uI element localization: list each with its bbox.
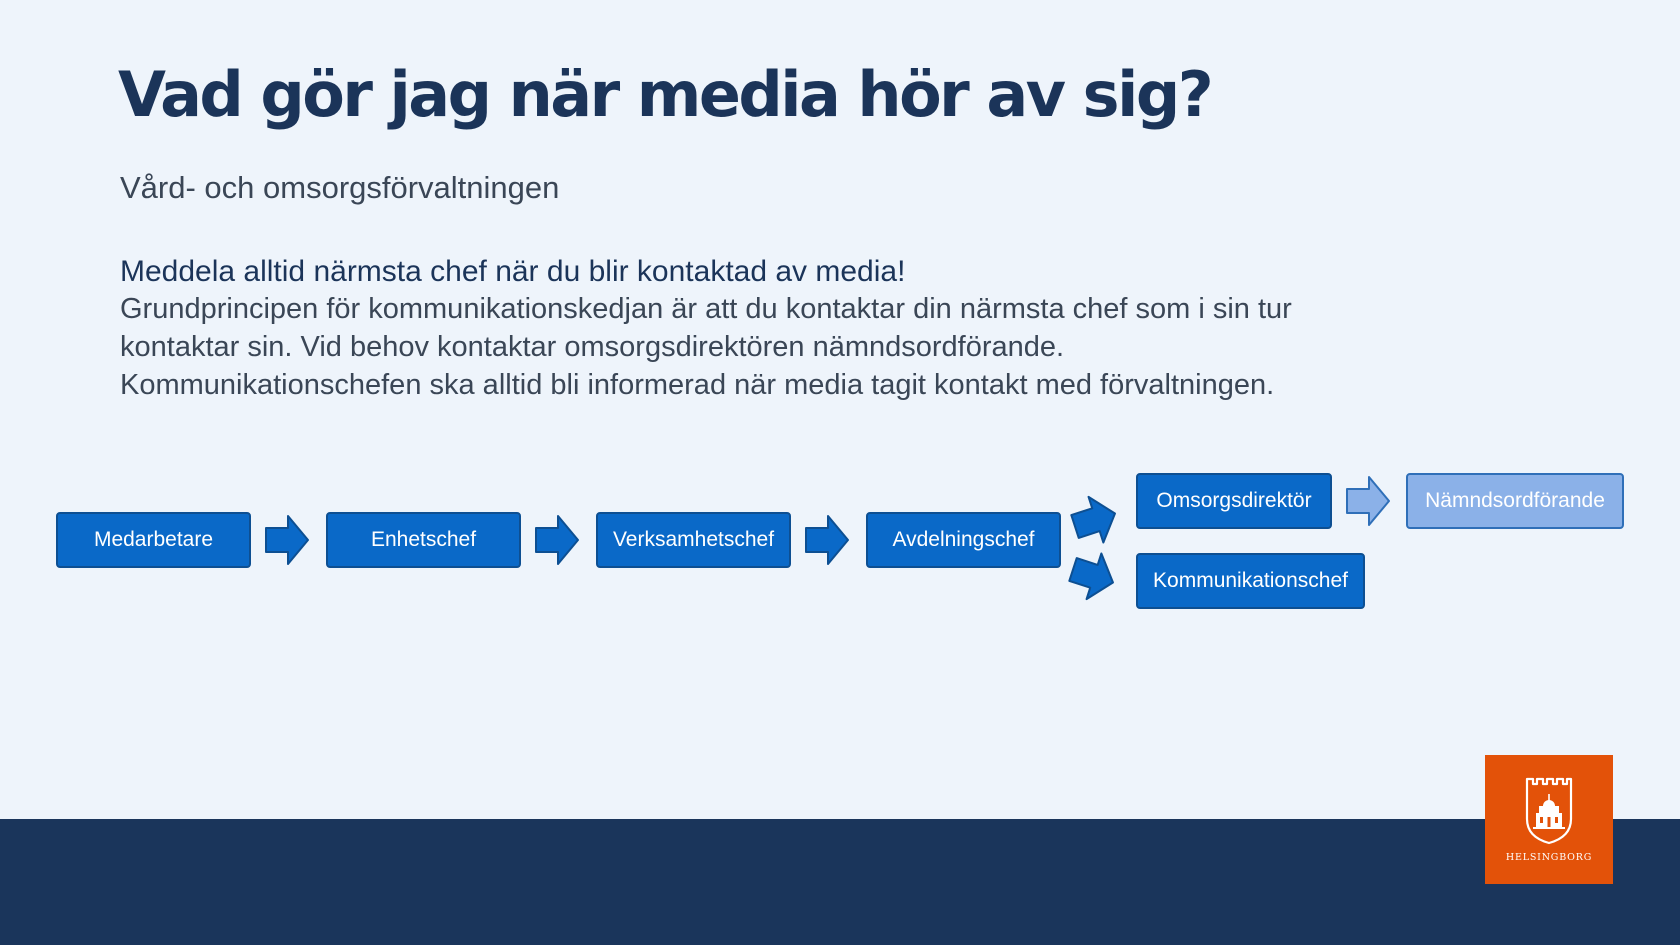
footer-bar xyxy=(0,819,1680,945)
flow-box-kommunikationschef: Kommunikationschef xyxy=(1136,553,1365,609)
lead-text: Meddela alltid närmsta chef när du blir kontaktad av media! xyxy=(120,255,906,288)
body-line-1: Grundprincipen för kommunikationskedjan är att du kontaktar din närmsta chef som i sin tur xyxy=(120,293,1292,325)
body-line-2: kontaktar sin. Vid behov kontaktar omsorgsdirektören nämndsordförande. xyxy=(120,331,1065,363)
flow-box-omsorgsdirektor: Omsorgsdirektör xyxy=(1136,473,1332,529)
arrow-right-icon xyxy=(534,514,580,566)
slide-subtitle: Vård- och omsorgsförvaltningen xyxy=(120,170,560,205)
arrow-right-icon xyxy=(264,514,310,566)
slide-title: Vad gör jag när media hör av sig? xyxy=(118,58,1212,131)
arrow-right-icon xyxy=(1345,475,1391,527)
flow-box-enhetschef: Enhetschef xyxy=(326,512,521,568)
arrow-up-right-icon xyxy=(1072,494,1118,546)
arrow-right-icon xyxy=(804,514,850,566)
flow-box-avdelningschef: Avdelningschef xyxy=(866,512,1061,568)
flow-box-verksamhetschef: Verksamhetschef xyxy=(596,512,791,568)
body-line-3: Kommunikationschefen ska alltid bli informerad när media tagit kontakt med förvaltningen. xyxy=(120,369,1275,401)
flow-box-namndsordforande: Nämndsordförande xyxy=(1406,473,1624,529)
castle-crest-icon xyxy=(1524,775,1574,845)
logo-text: HELSINGBORG xyxy=(1505,852,1593,863)
helsingborg-logo xyxy=(1485,755,1613,884)
body-text xyxy=(120,253,1580,404)
flow-box-medarbetare: Medarbetare xyxy=(56,512,251,568)
arrow-down-right-icon xyxy=(1070,550,1116,602)
